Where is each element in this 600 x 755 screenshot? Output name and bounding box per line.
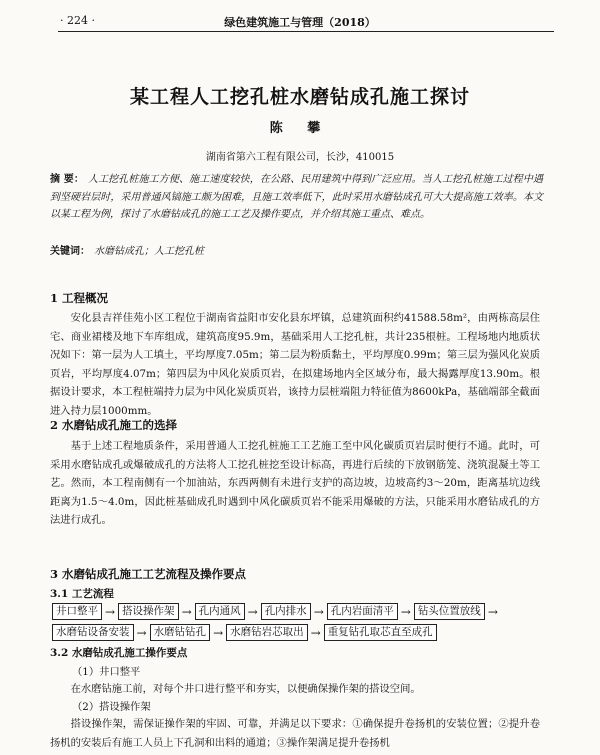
flow-arrow: → (487, 604, 498, 619)
keywords (50, 242, 543, 257)
flow-arrow: → (313, 604, 324, 619)
flow-arrow: → (105, 604, 116, 619)
affiliation: 湖南省第六工程有限公司，长沙，410015 (205, 152, 395, 163)
abstract (50, 171, 543, 224)
subsection-1-text: 在水磨钻施工前，对每个井口进行整平和夯实，以便确保操作架的搭设空间。 (70, 683, 421, 695)
process-flow-row-1 (52, 603, 501, 620)
flow-arrow: → (181, 604, 192, 619)
section-3-heading: 3 水磨钻成孔施工工艺流程及操作要点 (50, 567, 247, 581)
keywords-label: 关键词： (50, 246, 90, 257)
abstract-label: 摘 要： (50, 174, 84, 185)
section-1-text: 安化县吉祥佳苑小区工程位于湖南省益阳市安化县东坪镇，总建筑面积约41588.58m²，由两栋高层住宅、商业裙楼及地下车库组成，建筑高度95.9m，基础采用人工挖孔桩，共计235根桩。工程场地内地质状况如下：第一层为人工填土，平均厚度7.05m；第二层为粉质黏土，平均厚度0.99m；第三层为强风化炭质页岩，平均厚度4.07m；第四层为中风化炭质页岩，在拟建场地内全区域分布，最大揭露厚度13.90m。根据设计要求，本工程桩端持力层为中风化炭质页岩，该持力层桩端阻力特征值为8600kPa，基础端部全截面进入持力层1000mm。 (50, 312, 540, 417)
process-step: 井口整平 (52, 603, 102, 620)
abstract-text: 人工挖孔桩施工方便、施工速度较快，在公路、民用建筑中得到广泛应用。当人工挖孔桩施工过程中遇到坚硬岩层时，采用普通风镐施工颇为困难，且施工效率低下，此时采用水磨钻成孔可大大提高施工效率。本文以某工程为例，探讨了水磨钻成孔的施工工艺及操作要点，并介绍其施工重点、难点。 (50, 174, 544, 220)
paper-title: 某工程人工挖孔桩水磨钻成孔施工探讨 (129, 86, 470, 108)
subsection-2-heading: （2）搭设操作架 (72, 701, 151, 713)
process-step: 孔内岩面清平 (327, 603, 398, 620)
subsection-1-heading: （1）井口整平 (72, 666, 141, 678)
process-step: 搭设操作架 (118, 603, 179, 620)
subsection-2-text: 搭设操作架，需保证操作架的牢固、可靠，并满足以下要求：①确保提升卷扬机的安装位置；②提升卷扬机的安装后有施工人员上下孔洞和出料的通道；③操作架满足提升卷扬机 (50, 718, 540, 749)
section-3-2-heading: 3.2 水磨钻成孔施工操作要点 (50, 647, 188, 659)
author: 陈 攀 (269, 121, 331, 136)
process-flow-row-2 (52, 624, 437, 641)
flow-arrow: → (310, 625, 321, 640)
header-rule (58, 31, 554, 32)
journal-header: 绿色建筑施工与管理（2018） (224, 16, 376, 29)
page-number: · 224 · (60, 14, 95, 27)
flow-arrow: → (213, 625, 224, 640)
process-step: 孔内排水 (261, 603, 311, 620)
section-1-heading: 1 工程概况 (50, 291, 109, 305)
section-2-text: 基于上述工程地质条件，采用普通人工挖孔桩施工工艺施工至中风化碳质页岩层时便行不通。此时，可采用水磨钻成孔或爆破成孔的方法将人工挖孔桩挖至设计标高，再进行后续的下放钢筋笼、浇筑混凝土等工艺。然而，本工程南侧有一个加油站，东西两侧有未进行支护的高边坡，边坡高约3～20m，距离基坑边线距离为1.5～4.0m，因此桩基础成孔时遇到中风化碳质页岩不能采用爆破的方法，只能采用水磨钻成孔的方法进行成孔。 (50, 440, 540, 526)
process-step: 水磨钻设备安装 (52, 624, 134, 641)
process-step: 孔内通风 (195, 603, 245, 620)
process-step: 钻头位置放线 (414, 603, 485, 620)
process-step: 水磨钻钻孔 (150, 624, 211, 641)
keywords-text: 水磨钻成孔；人工挖孔桩 (94, 246, 204, 257)
flow-arrow: → (136, 625, 147, 640)
process-step: 重复钻孔取芯直至成孔 (324, 624, 437, 641)
flow-arrow: → (247, 604, 258, 619)
process-step: 水磨钻岩芯取出 (226, 624, 308, 641)
flow-arrow: → (400, 604, 411, 619)
section-2-heading: 2 水磨钻成孔施工的选择 (50, 418, 178, 432)
section-3-1-heading: 3.1 工艺流程 (50, 588, 114, 600)
